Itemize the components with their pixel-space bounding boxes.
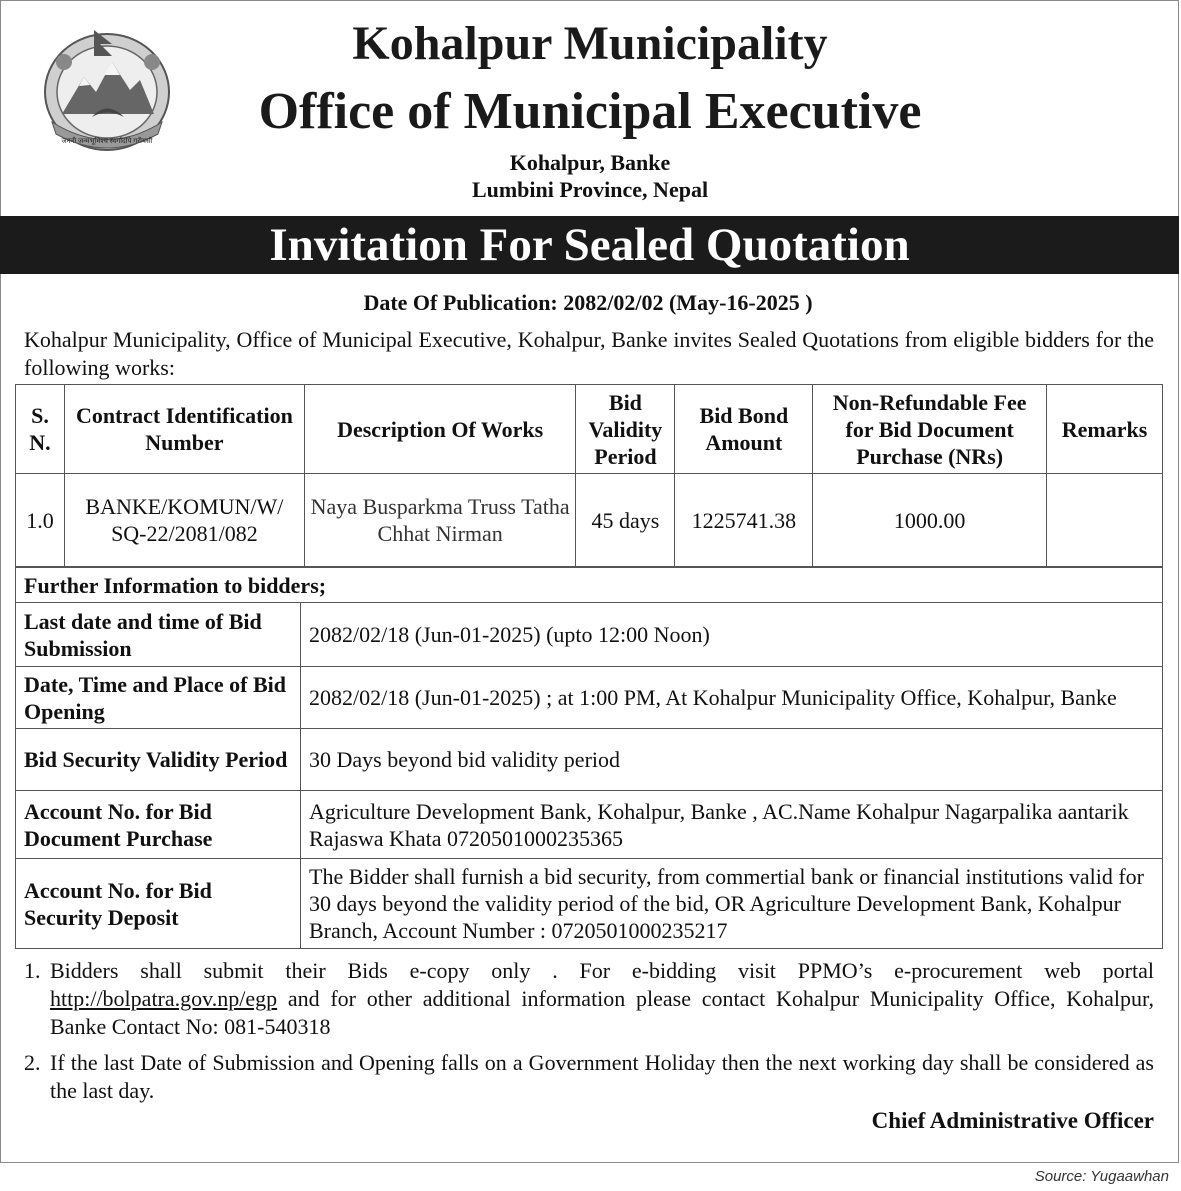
org-name: Kohalpur Municipality [352,17,828,70]
source-credit: Source: Yugaawhan [1034,1168,1169,1185]
info-row-submission [16,603,1163,667]
note-1 [24,957,1154,1041]
egp-portal-link[interactable]: http://bolpatra.gov.np/egp [50,986,278,1011]
cell-validity: 45 days [576,474,675,567]
note-2-text: If the last Date of Submission and Opening falls on a Government Holiday then the next working day shall be considered as the last day. [50,1050,1154,1103]
header-validity: Bid Validity Period [576,385,675,474]
cell-description: Naya Busparkma Truss Tatha Chhat Nirman [304,474,576,567]
cell-remarks [1047,474,1163,567]
info-row-security-validity [16,729,1163,791]
note-text [50,957,1154,1041]
info-label: Date, Time and Place of Bid Opening [16,667,301,729]
header-bond: Bid Bond Amount [675,385,813,474]
info-label: Account No. for Bid Document Purchase [16,791,301,859]
address-line-2: Lumbini Province, Nepal [471,177,709,202]
note-number: 1. [24,958,41,983]
note-1-contact-text: and for other additional information please contact Kohalpur Municipality Office, Kohalpur, Banke Contact No: 081-540318 [50,986,1154,1039]
header-contract-id: Contract Identification Number [64,385,304,474]
office-name: Office of Municipal Executive [258,83,922,140]
info-row-document-account [16,791,1163,859]
cell-sn: 1.0 [16,474,65,567]
info-label: Bid Security Validity Period [16,729,301,791]
nepal-government-emblem-icon [32,22,182,157]
note-1-text: Bidders shall submit their Bids e-copy only . For e-bidding visit PPMO’s e-procurement web portal [50,958,1154,983]
header-description: Description Of Works [304,385,576,474]
further-info-table [15,567,1163,949]
note-number: 2. [24,1050,41,1075]
info-value: 2082/02/18 (Jun-01-2025) (upto 12:00 Noon) [301,603,1163,667]
works-table [15,384,1163,567]
header-sn: S. N. [16,385,65,474]
info-value: 30 Days beyond bid validity period [301,729,1163,791]
info-row-opening [16,667,1163,729]
notice-title-banner: Invitation For Sealed Quotation [0,216,1179,274]
info-value: The Bidder shall furnish a bid security, from commertial bank or financial institutions valid for 30 days beyond the validity period of the bid, OR Agriculture Development Bank, Kohalpur Branch, Account Number : 0720501000235217 [301,859,1163,949]
note-2 [24,1049,1154,1105]
signoff-title: Chief Administrative Officer [871,1108,1154,1133]
header-fee: Non-Refundable Fee for Bid Document Purchase (NRs) [813,385,1047,474]
info-label: Account No. for Bid Security Deposit [16,859,301,949]
further-info-heading: Further Information to bidders; [16,568,1163,603]
info-value: Agriculture Development Bank, Kohalpur, Banke , AC.Name Kohalpur Nagarpalika aantarik Rajaswa Khata 0720501000235365 [301,791,1163,859]
cell-contract-id: BANKE/KOMUN/W/ SQ-22/2081/082 [64,474,304,567]
notes-list [24,957,1154,1113]
publication-date: Date Of Publication: 2082/02/02 (May-16-2025 ) [363,290,813,315]
cell-bond: 1225741.38 [675,474,813,567]
table-row [16,474,1163,567]
further-info-heading-row [16,568,1163,603]
info-value: 2082/02/18 (Jun-01-2025) ; at 1:00 PM, At Kohalpur Municipality Office, Kohalpur, Banke [301,667,1163,729]
info-label: Last date and time of Bid Submission [16,603,301,667]
info-row-security-account [16,859,1163,949]
address-line-1: Kohalpur, Banke [509,150,671,175]
intro-paragraph: Kohalpur Municipality, Office of Municipal Executive, Kohalpur, Banke invites Sealed Quotations from eligible bidders for the following works: [24,327,1154,380]
cell-fee: 1000.00 [813,474,1047,567]
header-remarks: Remarks [1047,385,1163,474]
emblem-motto: जननी जन्मभूमिश्च स्वर्गादपि गरीयसी [61,137,153,145]
works-table-header-row [16,385,1163,474]
